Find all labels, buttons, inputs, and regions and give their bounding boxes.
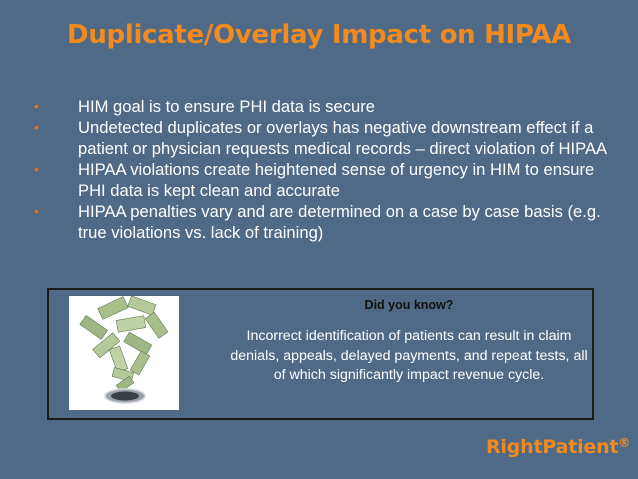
slide-title: Duplicate/Overlay Impact on HIPAA: [67, 20, 571, 50]
bullet-dot-icon: •: [34, 161, 39, 177]
bullet-text: HIM goal is to ensure PHI data is secure: [78, 97, 375, 116]
logo-text: RightPatient: [486, 436, 619, 458]
registered-mark: ®: [618, 436, 631, 450]
bullet-text: Undetected duplicates or overlays has negative downstream effect if a patient or physician requests medical records – direct violation of HIPAA: [78, 118, 608, 158]
rightpatient-logo: [486, 436, 630, 458]
bullet-dot-icon: •: [34, 203, 39, 219]
bullet-text: HIPAA penalties vary and are determined on a case by case basis (e.g. true violations vs. lack of training): [78, 202, 601, 242]
bullet-item: [34, 117, 609, 159]
bullet-text: HIPAA violations create heightened sense of urgency in HIM to ensure PHI data is kept clean and accurate: [78, 160, 595, 200]
bullet-item: [34, 96, 609, 117]
callout-heading: Did you know?: [364, 298, 454, 312]
bullet-list: [34, 96, 609, 243]
did-you-know-callout: [47, 288, 594, 420]
callout-body: Incorrect identification of patients can result in claim denials, appeals, delayed payments, and repeat tests, all of which significantly impact revenue cycle.: [230, 328, 588, 383]
bullet-item: [34, 159, 609, 201]
bullet-item: [34, 201, 609, 243]
money-drain-image: [69, 296, 179, 410]
bullet-dot-icon: •: [34, 119, 39, 135]
bullet-dot-icon: •: [34, 98, 39, 114]
